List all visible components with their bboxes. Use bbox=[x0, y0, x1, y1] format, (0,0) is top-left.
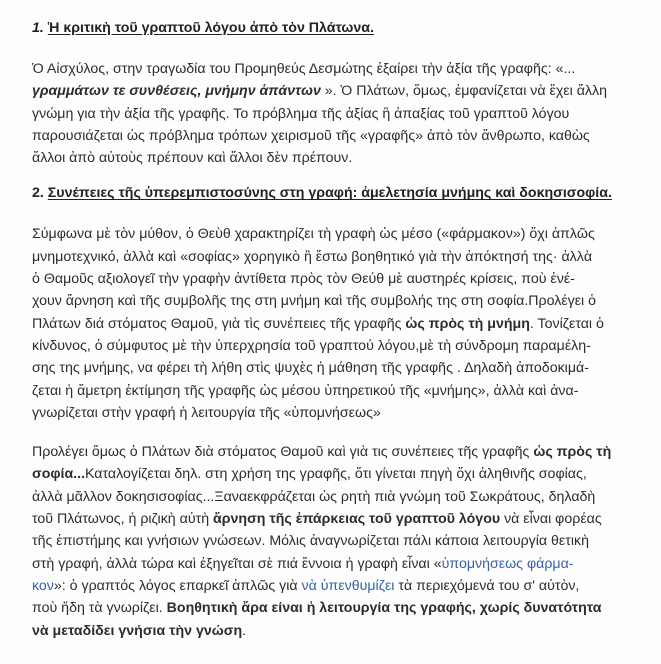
text-line bbox=[32, 508, 644, 530]
section-2-number: 2. bbox=[32, 185, 44, 202]
highlighted-phrase: νὰ ὑπενθυμίζει bbox=[301, 577, 395, 594]
text-line: παρουσιάζεται ὡς πρόβλημα τρόπων χειρισμοῦ τῆς «γραφῆς» ἀπὸ τὸν ἄνθρωπο, καθὼς bbox=[32, 127, 590, 144]
document-page bbox=[32, 18, 644, 642]
text-line bbox=[32, 553, 644, 575]
emphasis-bold: ἄρνηση τῆς ἐπάρκειας τοῦ γραπτοῦ λόγου bbox=[213, 511, 501, 528]
text-line bbox=[32, 313, 644, 335]
emphasis-bold: νὰ μεταδίδει γνήσια τὴν γνώση bbox=[32, 622, 243, 639]
text-fragment: Προλέγει ὅμως ὁ Πλάτων διὰ στόματος Θαμοῦ καὶ γιὰ τις συνέπειες τῆς γραφῆς bbox=[32, 444, 534, 461]
text-line: σης της μνήμης, να φέρει τὴ λήθη στὶς ψυχὲς ἡ μάθηση τῆς γραφῆς . Δηλαδὴ ἀποδοκιμά- bbox=[32, 360, 589, 377]
text-line bbox=[32, 620, 644, 642]
text-fragment: »: ὁ γραπτός λόγος επαρκεῖ ἁπλῶς γιὰ bbox=[53, 577, 302, 594]
emphasis-bold: σοφία... bbox=[32, 466, 86, 483]
section-1-title: Ἡ κριτικὴ τοῦ γραπτοῦ λόγου ἀπὸ τὸν Πλάτωνα. bbox=[47, 20, 374, 36]
text-fragment: τοῦ Πλάτωνος, ἡ ριζικὴ αὐτὴ bbox=[32, 511, 214, 528]
text-line: μνημοτεχνικό, ἀλλὰ καὶ «σοφίας» χορηγικὸ ἢ ἔστω βοηθητικό γιὰ τὴν ἀπόκτησή της· ἀλλὰ bbox=[32, 248, 593, 265]
text-fragment: ποὺ ἤδη τὰ γνωρίζει. bbox=[32, 600, 167, 617]
section-2-paragraph-2 bbox=[32, 441, 644, 642]
section-1-heading bbox=[32, 18, 644, 38]
text-line bbox=[32, 441, 644, 463]
text-fragment: ». Ὁ Πλάτων, ὅμως, ἐμφανίζεται νὰ ἔχει ἄλλη bbox=[320, 83, 608, 100]
text-fragment: Καταλογίζεται δηλ. στη χρήση της γραφῆς, ὅτι γίνεται πηγὴ ὄχι ἀληθινῆς σοφίας, bbox=[85, 466, 587, 483]
text-fragment: Πλάτων διά στόματος Θαμοῦ, γιὰ τὶς συνέπειες τῆς γραφῆς bbox=[32, 315, 406, 332]
text-fragment: στὴ γραφή, ἀλλὰ τώρα καὶ ἐξηγεῖται σὲ πιά ἔννοια ἡ γραφὴ εἶναι « bbox=[32, 555, 442, 572]
text-line: ὁ Θαμοῦς αξιολογεῖ τὴν γραφὴν ἀντίθετα πρὸς τὸν Θεύθ μὲ αυστηρές κρίσεις, ποὺ ἐνέ- bbox=[32, 271, 575, 288]
emphasis-bold: ὡς πρὸς τὴ μνήμη bbox=[405, 315, 530, 332]
text-line: γνώμη για τὴν ἀξία τῆς γραφῆς. Το πρόβλημα τῆς ἀξίας ἢ ἀπαξίας τοῦ γραπτοῦ λόγου bbox=[32, 105, 570, 122]
quote-bold-italic: γραμμάτων τε συνθέσεις, μνήμην ἁπάντων bbox=[32, 83, 321, 100]
text-line: Ὁ Αἰσχύλος, στην τραγωδία του Προμηθεύς Δεσμώτης ἐξαίρει τὴν ἀξία τῆς γραφῆς: «... bbox=[32, 61, 576, 77]
text-line: τῆς ἐπιστήμης και γνήσιων γνώσεων. Μόλις ἀναγνωρίζεται πάλι κάποια λειτουργία θετικὴ bbox=[32, 533, 589, 550]
section-2-heading bbox=[32, 183, 644, 203]
text-line bbox=[32, 597, 644, 619]
text-line: Σύμφωνα μὲ τὸν μύθον, ὁ Θεὺθ χαρακτηρίζει τὴ γραφὴ ὡς μέσο («φάρμακον») ὄχι ἁπλῶς bbox=[32, 226, 595, 243]
section-1-number: 1. bbox=[32, 20, 44, 36]
section-2-title: Συνέπειες τῆς ὑπερεμπιστοσύνης στη γραφή: ἀμελετησία μνήμης καὶ δοκησισοφία. bbox=[47, 185, 612, 202]
text-fragment: τὰ περιεχόμενά του σ' αὐτὸν, bbox=[394, 577, 580, 594]
text-line: χουν ἄρνηση καὶ τῆς συμβολῆς της στη μνήμη καὶ τῆς συμβολής της στη σοφία.Προλέγει ὁ bbox=[32, 293, 597, 310]
text-line: κίνδυνος, ὁ σύμφυτος μὲ τὴν ὑπερχρησία τοῦ γραπτού λόγου,μὲ τὴ σύνδρομη παραμέλη- bbox=[32, 337, 591, 354]
text-line: γνωρίζεται στὴν γραφή ἡ λειτουργία τῆς «ὑπομνήσεως» bbox=[32, 404, 381, 421]
text-line: ἄλλοι ἀπὸ αὐτοὺς πρέπουν καὶ ἄλλοι δὲν πρέπουν. bbox=[32, 150, 353, 167]
text-line: ἀλλὰ μᾶλλον δοκησισοφίας...Ξαναεκφράζεται ὡς ρητὴ πιὰ γνώμη τοῦ Σωκράτους, δηλαδὴ bbox=[32, 488, 596, 505]
emphasis-bold: ὡς πρὸς τὴ bbox=[533, 444, 612, 461]
text-line bbox=[32, 80, 644, 102]
highlighted-phrase: κον bbox=[32, 577, 54, 594]
text-line bbox=[32, 463, 644, 485]
section-2-paragraph-1 bbox=[32, 223, 644, 424]
text-line: ζεται ἡ ἄμετρη ἐκτίμηση τῆς γραφῆς ὡς μέσου ὑπηρετικού τῆς «μνήμης», ἀλλὰ καὶ ἀνα- bbox=[32, 382, 579, 399]
highlighted-phrase: ὑπομνήσεως φάρμα- bbox=[441, 555, 574, 572]
text-fragment: νὰ εἶναι φορέας bbox=[500, 511, 602, 528]
text-fragment: . Τονίζεται ὁ bbox=[529, 315, 604, 332]
emphasis-bold: Βοηθητικὴ ἄρα είναι ἡ λειτουργία της γραφής, χωρίς δυνατότητα bbox=[166, 600, 602, 617]
text-line bbox=[32, 575, 644, 597]
text-fragment: . bbox=[242, 622, 247, 639]
section-1-paragraph bbox=[32, 58, 644, 169]
